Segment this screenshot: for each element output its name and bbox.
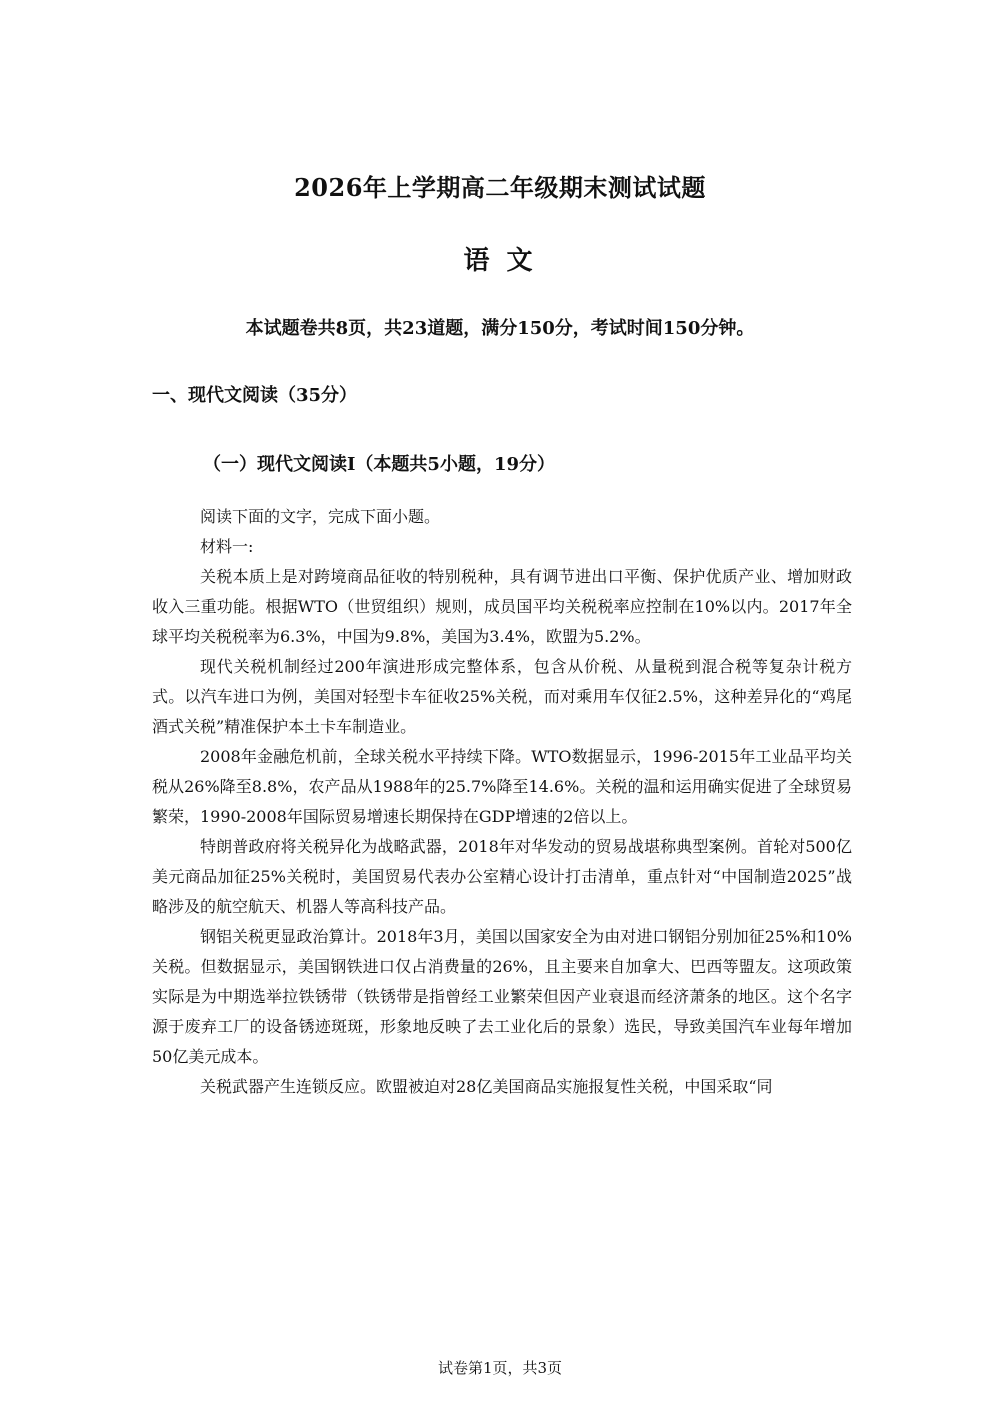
passage-paragraph: 现代关税机制经过200年演进形成完整体系，包含从价税、从量税到混合税等复杂计税方式。以汽车进口为例，美国对轻型卡车征收25%关税，而对乘用车仅征2.5%，这种差异化的“鸡尾酒式关税”精准保护本土卡车制造业。 xyxy=(152,657,852,736)
passage-paragraph: 钢铝关税更显政治算计。2018年3月，美国以国家安全为由对进口钢铝分别加征25%和10%关税。但数据显示，美国钢铁进口仅占消费量的26%，且主要来自加拿大、巴西等盟友。这项政策实际是为中期选举拉铁锈带（铁锈带是指曾经工业繁荣但因产业衰退而经济萧条的地区。这个名字源于废弃工厂的设备锈迹斑斑，形象地反映了去工业化后的景象）选民，导致美国汽车业每年增加50亿美元成本。 xyxy=(152,927,852,1066)
passage-paragraph: 关税本质上是对跨境商品征收的特别税种，具有调节进出口平衡、保护优质产业、增加财政收入三重功能。根据WTO（世贸组织）规则，成员国平均关税税率应控制在10%以内。2017年全球平均关税税率为6.3%，中国为9.8%，美国为3.4%，欧盟为5.2%。 xyxy=(152,567,852,646)
passage-paragraph: 特朗普政府将关税异化为战略武器，2018年对华发动的贸易战堪称典型案例。首轮对500亿美元商品加征25%关税时，美国贸易代表办公室精心设计打击清单，重点针对“中国制造2025”战略涉及的航空航天、机器人等高科技产品。 xyxy=(152,837,852,916)
exam-info: 本试题卷共8页，共23道题，满分150分，考试时间150分钟。 xyxy=(245,318,755,339)
section-heading: 一、现代文阅读（35分） xyxy=(152,385,358,406)
exam-title: 2026年上学期高二年级期末测试试题 xyxy=(294,173,706,202)
subject-heading: 语 文 xyxy=(463,246,537,276)
reading-passage xyxy=(152,502,852,1102)
subsection-heading: （一）现代文阅读Ⅰ（本题共5小题，19分） xyxy=(203,454,555,475)
passage-paragraph: 2008年金融危机前，全球关税水平持续下降。WTO数据显示，1996-2015年工业品平均关税从26%降至8.8%，农产品从1988年的25.7%降至14.6%。关税的温和运用确实促进了全球贸易繁荣，1990-2008年国际贸易增速长期保持在GDP增速的2倍以上。 xyxy=(152,747,852,826)
passage-paragraph: 关税武器产生连锁反应。欧盟被迫对28亿美国商品实施报复性关税，中国采取“同 xyxy=(200,1077,773,1096)
material-label: 材料一: xyxy=(200,537,254,556)
instruction-text: 阅读下面的文字，完成下面小题。 xyxy=(200,507,441,526)
page-footer: 试卷第1页，共3页 xyxy=(437,1359,563,1377)
